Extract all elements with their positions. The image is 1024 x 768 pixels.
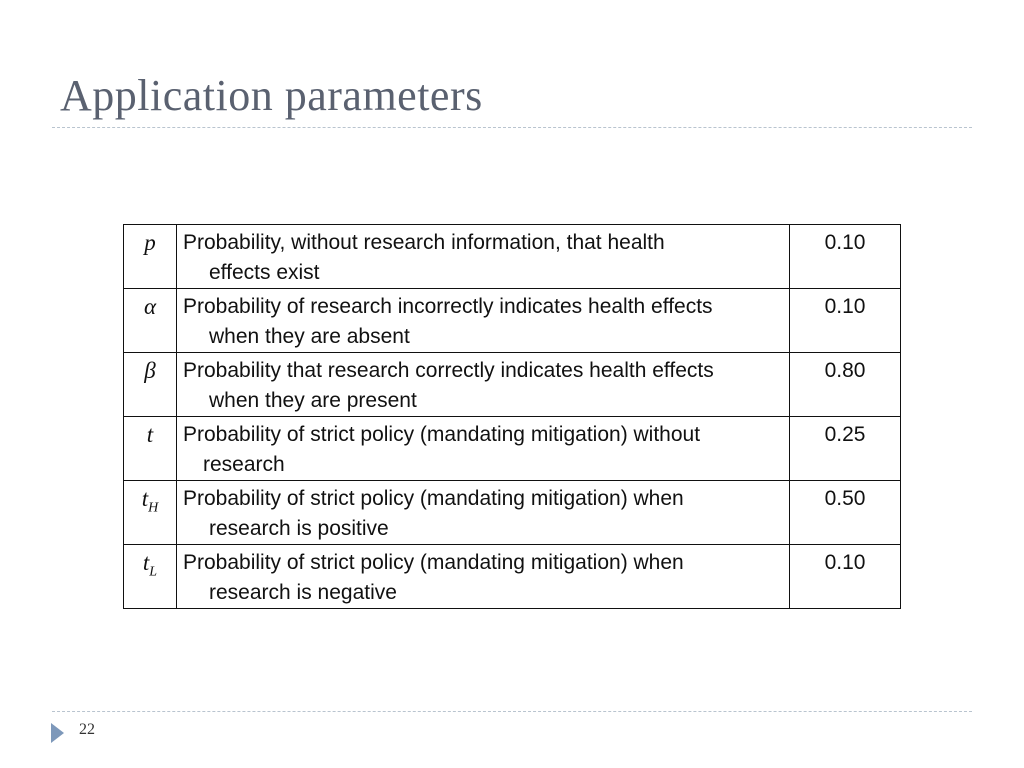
parameter-value: 0.10: [790, 225, 901, 289]
table-row: [124, 353, 901, 417]
slide-title: Application parameters: [60, 71, 483, 120]
table-row: [124, 545, 901, 609]
parameter-description: Probability of strict policy (mandating mitigation) when research is positive: [177, 481, 790, 545]
parameter-symbol: β: [124, 353, 177, 417]
table-row: [124, 417, 901, 481]
footer-divider: [52, 711, 972, 712]
table-row: [124, 225, 901, 289]
parameter-symbol: t: [124, 417, 177, 481]
parameter-value: 0.10: [790, 289, 901, 353]
parameter-symbol: α: [124, 289, 177, 353]
table-row: [124, 289, 901, 353]
parameter-symbol: p: [124, 225, 177, 289]
title-divider: [52, 127, 972, 128]
parameter-value: 0.50: [790, 481, 901, 545]
parameter-value: 0.25: [790, 417, 901, 481]
table-row: [124, 481, 901, 545]
page-number: 22: [79, 721, 95, 738]
parameter-description: Probability that research correctly indicates health effects when they are present: [177, 353, 790, 417]
parameter-symbol: $t_H$: [124, 481, 177, 545]
parameters-table: [123, 224, 901, 609]
triangle-bullet-icon: [51, 723, 64, 743]
parameter-description: Probability of research incorrectly indicates health effects when they are absent: [177, 289, 790, 353]
parameter-description: Probability of strict policy (mandating mitigation) without research: [177, 417, 790, 481]
parameter-symbol: $t_L$: [124, 545, 177, 609]
parameter-description: Probability of strict policy (mandating mitigation) when research is negative: [177, 545, 790, 609]
parameter-description: Probability, without research information, that health effects exist: [177, 225, 790, 289]
parameter-value: 0.80: [790, 353, 901, 417]
parameter-value: 0.10: [790, 545, 901, 609]
